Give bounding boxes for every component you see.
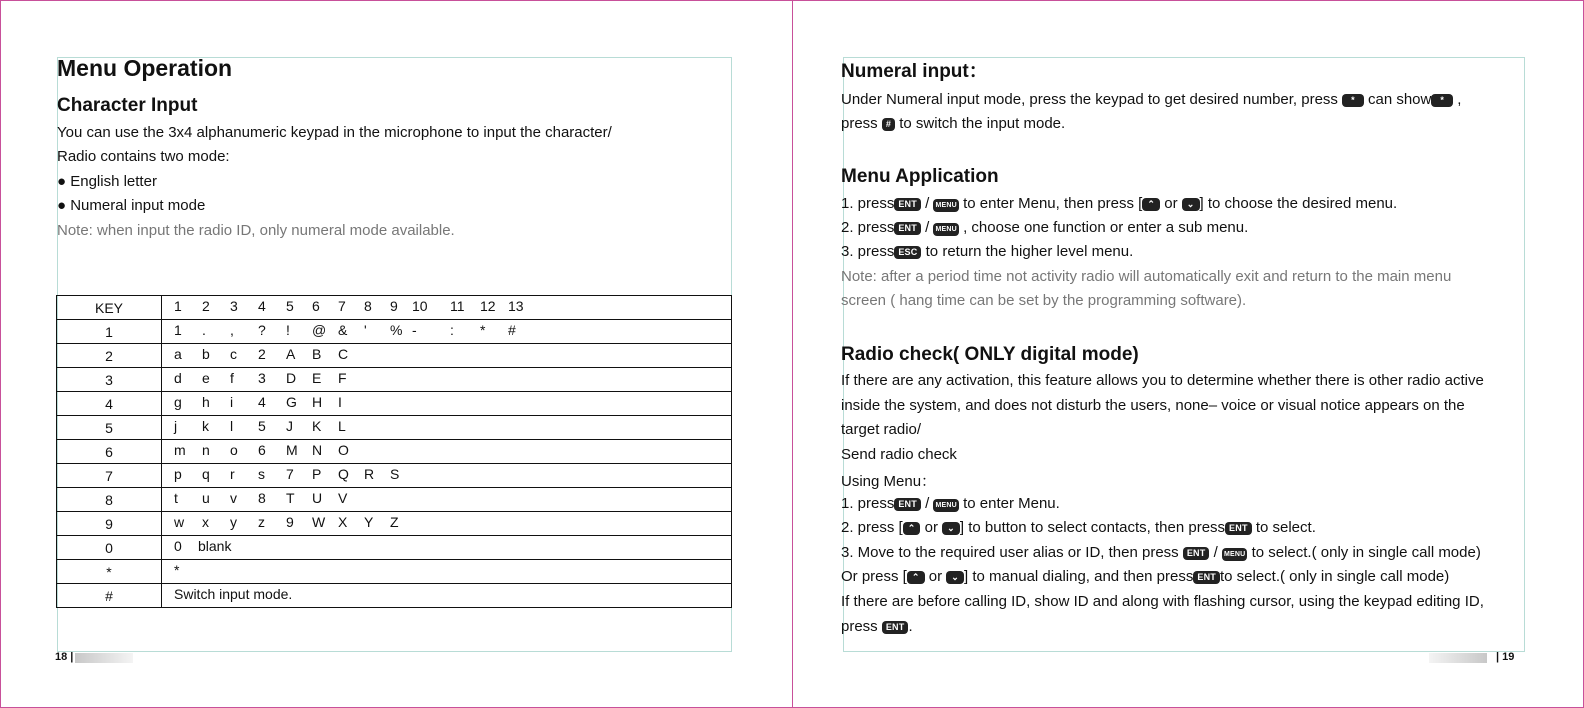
- hash-key-icon: #: [882, 118, 895, 131]
- ent-key-icon: ENT: [1183, 547, 1210, 560]
- chars-cell: [162, 560, 732, 584]
- key-character: 8: [258, 490, 266, 506]
- column-number: 3: [230, 298, 238, 314]
- text: ] to manual dialing, and then press: [964, 568, 1194, 585]
- key-character: k: [202, 418, 209, 434]
- table-row: [57, 320, 732, 344]
- text: 1. press: [841, 495, 895, 512]
- column-number: 10: [412, 298, 428, 314]
- text: ,: [1457, 91, 1462, 108]
- text: to enter Menu.: [963, 495, 1060, 512]
- chars-cell: [162, 464, 732, 488]
- numeral-line-1: [841, 91, 1461, 108]
- key-character: 6: [258, 442, 266, 458]
- column-number: 2: [202, 298, 210, 314]
- chars-cell: [162, 320, 732, 344]
- star-key-icon: *: [1342, 94, 1364, 107]
- radio-check-step-3: 3. Move to the required user alias or ID, then press ENT / MENU to select.( only in single call mode): [841, 544, 1481, 561]
- bullet-english-letter: ● English letter: [57, 173, 157, 190]
- menu-step-3: [841, 243, 1133, 260]
- text: Under Numeral input mode, press the keypad to get desired number, press: [841, 91, 1338, 108]
- key-character: F: [338, 370, 347, 386]
- menu-step-1: 1. press ENT / MENU to enter Menu, then press [ ⌃ or ⌄ ] to choose the desired menu.: [841, 195, 1398, 212]
- radio-check-para-2: inside the system, and does not disturb the users, none– voice or visual notice appears on the: [841, 397, 1465, 414]
- key-character: g: [174, 394, 182, 410]
- intro-line-1: You can use the 3x4 alphanumeric keypad in the microphone to input the character/: [57, 124, 612, 141]
- key-character: &: [338, 322, 348, 338]
- table-row: [57, 488, 732, 512]
- key-character: E: [312, 370, 322, 386]
- column-number: 4: [258, 298, 266, 314]
- key-character: u: [202, 490, 210, 506]
- down-arrow-key-icon: ⌄: [1182, 198, 1200, 211]
- chars-cell: [162, 416, 732, 440]
- chars-cell: [162, 512, 732, 536]
- down-arrow-key-icon: ⌄: [946, 571, 964, 584]
- ent-key-icon: ENT: [894, 198, 921, 211]
- key-character: *: [480, 322, 486, 338]
- key-character: .: [202, 322, 206, 338]
- key-character: z: [258, 514, 265, 530]
- key-cell: 1: [57, 320, 162, 344]
- key-character: L: [338, 418, 346, 434]
- text: ] to choose the desired menu.: [1199, 195, 1398, 212]
- key-character: Q: [338, 466, 349, 482]
- key-character: a: [174, 346, 182, 362]
- section-title-character-input: Character Input: [57, 95, 198, 116]
- text: 2. press: [841, 219, 895, 236]
- column-number: 8: [364, 298, 372, 314]
- radio-check-para-4: Send radio check: [841, 446, 957, 463]
- chars-cell: [162, 488, 732, 512]
- key-character: S: [390, 466, 400, 482]
- section-title-menu-application: Menu Application: [841, 166, 999, 187]
- table-row: [57, 512, 732, 536]
- key-character: 9: [286, 514, 294, 530]
- text: 3. press: [841, 243, 895, 260]
- key-character: m: [174, 442, 186, 458]
- key-character: X: [338, 514, 348, 530]
- key-character: T: [286, 490, 295, 506]
- key-character: 0: [174, 538, 182, 554]
- up-arrow-key-icon: ⌃: [907, 571, 925, 584]
- key-character: p: [174, 466, 182, 482]
- radio-check-step-2: [841, 519, 1316, 536]
- key-character: ?: [258, 322, 266, 338]
- section-title-radio-check: Radio check( ONLY digital mode): [841, 344, 1139, 365]
- table-header-row: [57, 296, 732, 320]
- ent-key-icon: ENT: [894, 222, 921, 235]
- chars-cell: [162, 536, 732, 560]
- page-number: | 19: [1496, 651, 1515, 663]
- key-character: *: [174, 562, 180, 578]
- key-character: !: [286, 322, 290, 338]
- ent-key-icon: ENT: [1193, 571, 1220, 584]
- key-character: e: [202, 370, 210, 386]
- ent-key-icon: ENT: [882, 621, 909, 634]
- menu-step-2: 2. press ENT / MENU , choose one function or enter a sub menu.: [841, 219, 1249, 236]
- section-title-numeral-input: Numeral input：: [841, 61, 988, 82]
- text: or: [1164, 195, 1178, 212]
- text: to switch the input mode.: [899, 115, 1066, 132]
- table-row: [57, 560, 732, 584]
- table-row: [57, 464, 732, 488]
- key-cell: 7: [57, 464, 162, 488]
- key-character: b: [202, 346, 210, 362]
- table-row: [57, 536, 732, 560]
- key-cell: 8: [57, 488, 162, 512]
- chars-cell: [162, 392, 732, 416]
- column-number: 11: [450, 298, 465, 314]
- chars-cell: [162, 440, 732, 464]
- radio-check-para-7: [841, 618, 913, 635]
- radio-check-para-6: If there are before calling ID, show ID and along with flashing cursor, using the keypad editing ID,: [841, 593, 1484, 610]
- key-character: W: [312, 514, 326, 530]
- table-row: [57, 416, 732, 440]
- key-character: j: [174, 418, 178, 434]
- text: to select.( only in single call mode): [1219, 568, 1450, 585]
- key-character: 1: [174, 322, 182, 338]
- key-character: I: [338, 394, 342, 410]
- key-character: H: [312, 394, 323, 410]
- text: .: [908, 618, 913, 635]
- key-character: B: [312, 346, 322, 362]
- down-arrow-key-icon: ⌄: [942, 522, 960, 535]
- table-row: [57, 344, 732, 368]
- key-cell: 9: [57, 512, 162, 536]
- text: , choose one function or enter a sub menu.: [963, 219, 1249, 236]
- key-character: v: [230, 490, 237, 506]
- text: to select.: [1255, 519, 1316, 536]
- text: or: [924, 519, 938, 536]
- page-right: [792, 0, 1584, 708]
- menu-key-icon: MENU: [933, 499, 958, 512]
- text: 3. Move to the required user alias or ID, then press: [841, 544, 1179, 561]
- key-character: blank: [198, 538, 232, 554]
- intro-line-2: Radio contains two mode:: [57, 148, 230, 165]
- ent-key-icon: ENT: [1225, 522, 1252, 535]
- up-arrow-key-icon: ⌃: [1142, 198, 1160, 211]
- up-arrow-key-icon: ⌃: [903, 522, 921, 535]
- table-row: [57, 584, 732, 608]
- text: 1. press: [841, 195, 895, 212]
- key-character: U: [312, 490, 323, 506]
- table-row: [57, 392, 732, 416]
- numeral-line-2: [841, 115, 1065, 132]
- key-character: %: [390, 322, 403, 338]
- chars-cell: [162, 368, 732, 392]
- menu-key-icon: MENU: [933, 199, 958, 212]
- page-title: Menu Operation: [57, 55, 233, 81]
- radio-check-para-3: target radio/: [841, 421, 922, 438]
- keypad-character-table: [56, 295, 732, 608]
- column-number: 9: [390, 298, 398, 314]
- table-row: [57, 368, 732, 392]
- row-description: Switch input mode.: [174, 586, 293, 602]
- key-character: o: [230, 442, 238, 458]
- key-character: q: [202, 466, 210, 482]
- key-character: f: [230, 370, 234, 386]
- key-character: 3: [258, 370, 266, 386]
- chars-cell: [162, 344, 732, 368]
- key-character: #: [508, 322, 516, 338]
- key-character: :: [450, 322, 454, 338]
- key-cell: *: [57, 560, 162, 584]
- column-number: 6: [312, 298, 320, 314]
- key-character: K: [312, 418, 322, 434]
- text: to select.( only in single call mode): [1251, 544, 1481, 561]
- key-character: l: [230, 418, 234, 434]
- esc-key-icon: ESC: [894, 246, 921, 259]
- menu-note-line-2: screen ( hang time can be set by the programming software).: [841, 292, 1247, 309]
- key-character: 7: [286, 466, 294, 482]
- page-footer-bar: [1429, 653, 1487, 663]
- radio-check-para-1: If there are any activation, this feature allows you to determine whether there is other radio active: [841, 372, 1484, 389]
- key-cell: 6: [57, 440, 162, 464]
- text: 2. press [: [841, 519, 903, 536]
- key-character: y: [230, 514, 237, 530]
- key-character: V: [338, 490, 348, 506]
- key-character: i: [230, 394, 234, 410]
- key-character: ,: [230, 322, 234, 338]
- key-character: C: [338, 346, 349, 362]
- star-key-icon: *: [1431, 94, 1453, 107]
- radio-check-para-5: Using Menu：: [841, 473, 937, 490]
- key-character: G: [286, 394, 297, 410]
- key-character: Z: [390, 514, 399, 530]
- key-character: M: [286, 442, 298, 458]
- key-character: ': [364, 322, 367, 338]
- key-character: 5: [258, 418, 266, 434]
- text: Or press [: [841, 568, 907, 585]
- page-footer-bar: [75, 653, 133, 663]
- column-number: 1: [174, 298, 182, 314]
- key-cell: #: [57, 584, 162, 608]
- key-character: N: [312, 442, 323, 458]
- radio-check-step-4: [841, 568, 1449, 585]
- column-number: 13: [508, 298, 524, 314]
- key-character: R: [364, 466, 375, 482]
- table-row: [57, 440, 732, 464]
- key-cell: 3: [57, 368, 162, 392]
- menu-note-line-1: Note: after a period time not activity radio will automatically exit and return to the main menu: [841, 268, 1452, 285]
- key-character: O: [338, 442, 349, 458]
- key-character: c: [230, 346, 237, 362]
- text: to return the higher level menu.: [925, 243, 1134, 260]
- key-character: r: [230, 466, 235, 482]
- key-character: P: [312, 466, 322, 482]
- text: press: [841, 115, 878, 132]
- key-character: Y: [364, 514, 374, 530]
- key-character: 2: [258, 346, 266, 362]
- column-number: 5: [286, 298, 294, 314]
- ent-key-icon: ENT: [894, 498, 921, 511]
- key-character: s: [258, 466, 265, 482]
- key-character: x: [202, 514, 209, 530]
- bullet-numeral-mode: ● Numeral input mode: [57, 197, 206, 214]
- key-cell: 5: [57, 416, 162, 440]
- column-number: 7: [338, 298, 346, 314]
- key-character: d: [174, 370, 182, 386]
- text: can show: [1367, 91, 1432, 108]
- key-character: t: [174, 490, 178, 506]
- text: or: [928, 568, 943, 585]
- key-cell: KEY: [57, 296, 162, 320]
- key-character: J: [286, 418, 293, 434]
- key-cell: 2: [57, 344, 162, 368]
- key-character: w: [174, 514, 185, 530]
- key-character: -: [412, 322, 417, 338]
- menu-key-icon: MENU: [1222, 548, 1247, 561]
- radio-check-step-1: 1. press ENT / MENU to enter Menu.: [841, 495, 1060, 512]
- key-character: 4: [258, 394, 266, 410]
- key-character: D: [286, 370, 297, 386]
- text: press: [841, 618, 878, 635]
- page-number: 18 |: [55, 651, 74, 663]
- text: to enter Menu, then press [: [963, 195, 1143, 212]
- key-character: @: [312, 322, 327, 338]
- chars-cell: [162, 584, 732, 608]
- key-character: h: [202, 394, 210, 410]
- menu-key-icon: MENU: [933, 223, 958, 236]
- key-cell: 0: [57, 536, 162, 560]
- chars-cell: [162, 296, 732, 320]
- key-character: n: [202, 442, 210, 458]
- text: ] to button to select contacts, then press: [959, 519, 1226, 536]
- note-text: Note: when input the radio ID, only numeral mode available.: [57, 222, 455, 239]
- key-cell: 4: [57, 392, 162, 416]
- column-number: 12: [480, 298, 496, 314]
- key-character: A: [286, 346, 296, 362]
